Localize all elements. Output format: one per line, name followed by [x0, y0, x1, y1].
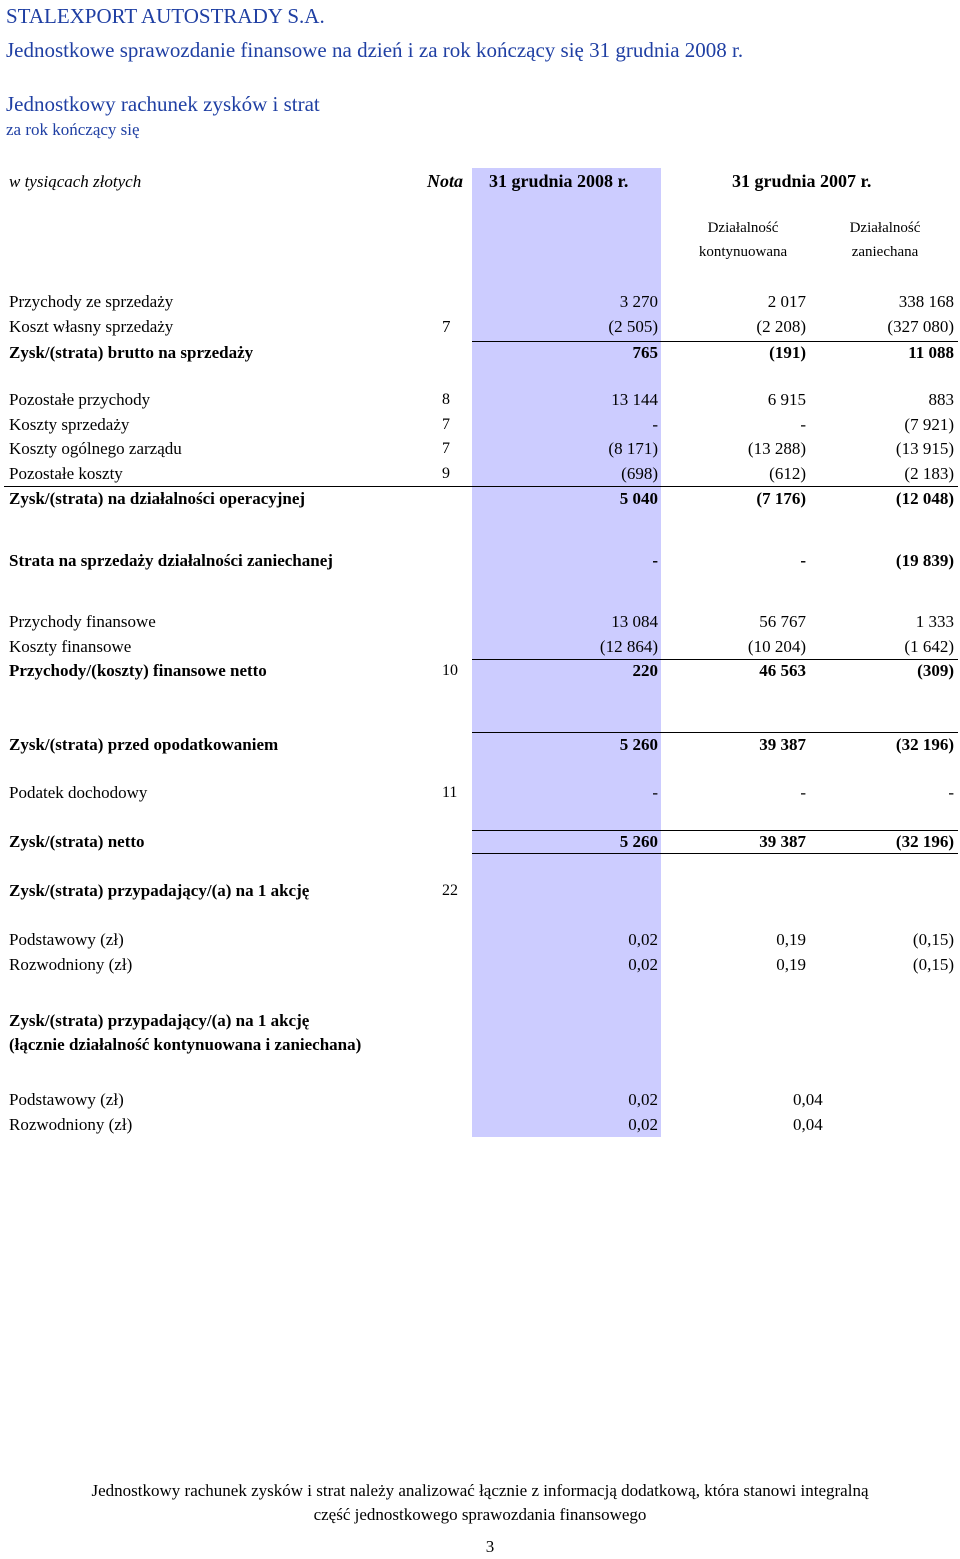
row-label: Przychody/(koszty) finansowe netto [9, 661, 267, 680]
subtotal-rule [472, 830, 958, 831]
value-2008: (12 864) [599, 637, 658, 656]
document-title: Jednostkowe sprawozdanie finansowe na dzień i za rok kończący się 31 grudnia 2008 r. [6, 38, 744, 62]
value-2007-discontinued: (327 080) [887, 317, 954, 336]
value-2007-discontinued: 338 168 [898, 292, 954, 311]
row-label: Przychody finansowe [9, 612, 156, 631]
row-note: 10 [442, 662, 458, 679]
row-label: Zysk/(strata) przypadający/(a) na 1 akcję [9, 1011, 310, 1030]
value-2008: - [652, 783, 658, 802]
value-2007-discontinued: (32 196) [895, 832, 954, 851]
value-2008: 13 144 [611, 390, 658, 409]
total-rule [472, 853, 958, 854]
value-2008: (2 505) [608, 317, 658, 336]
value-2008: 13 084 [611, 612, 658, 631]
column-header-2008: 31 grudnia 2008 r. [489, 171, 629, 191]
footer-note-line-2: część jednostkowego sprawozdania finansowego [313, 1505, 647, 1524]
row-label: Podstawowy (zł) [9, 930, 124, 949]
value-2007-discontinued: (13 915) [895, 439, 954, 458]
row-note: 11 [442, 784, 458, 801]
value-2007-continued: 2 017 [767, 292, 806, 311]
value-2007-continued: (13 288) [747, 439, 806, 458]
value-2007-discontinued: (1 642) [904, 637, 954, 656]
value-2007-continued: 0,19 [776, 955, 806, 974]
value-2007-discontinued: (12 048) [895, 489, 954, 508]
subheader-continued: Działalność kontynuowana [698, 220, 788, 260]
value-2008: 0,02 [628, 1090, 658, 1109]
row-label: (łącznie działalność kontynuowana i zaniechana) [9, 1035, 362, 1054]
row-label: Zysk/(strata) na działalności operacyjnej [9, 489, 306, 508]
row-note: 8 [442, 391, 450, 408]
value-2007-total: 0,04 [793, 1090, 823, 1109]
value-2007-continued: 56 767 [759, 612, 806, 631]
value-2007-total: 0,04 [793, 1115, 823, 1134]
row-label: Podatek dochodowy [9, 783, 148, 802]
column-header-2007: 31 grudnia 2007 r. [732, 171, 872, 191]
row-label: Rozwodniony (zł) [9, 955, 133, 974]
value-2007-continued: - [800, 551, 806, 570]
value-2008: 5 260 [619, 832, 658, 851]
row-label: Koszty sprzedaży [9, 415, 130, 434]
value-2007-discontinued: (7 921) [904, 415, 954, 434]
value-2008: 765 [632, 343, 658, 362]
company-name: STALEXPORT AUTOSTRADY S.A. [6, 4, 325, 28]
value-2007-continued: 39 387 [759, 735, 806, 754]
nota-header: Nota [427, 171, 463, 191]
value-2007-continued: 46 563 [759, 661, 806, 680]
value-2008: (698) [621, 464, 658, 483]
subtotal-rule [472, 341, 958, 342]
value-2007-discontinued: (0,15) [912, 930, 954, 949]
value-2007-continued: (7 176) [756, 489, 806, 508]
value-2007-continued: (191) [769, 343, 806, 362]
value-2008: 0,02 [628, 955, 658, 974]
value-2007-discontinued: (0,15) [912, 955, 954, 974]
row-note: 7 [442, 440, 450, 457]
value-2008: 0,02 [628, 1115, 658, 1134]
row-note: 7 [442, 416, 450, 433]
row-label: Koszty finansowe [9, 637, 132, 656]
row-label: Strata na sprzedaży działalności zaniechanej [9, 551, 333, 570]
value-2007-continued: (612) [769, 464, 806, 483]
row-note: 9 [442, 465, 450, 482]
value-2007-discontinued: - [948, 783, 954, 802]
page-number: 3 [485, 1537, 495, 1556]
value-2008: - [652, 415, 658, 434]
subtotal-rule [472, 732, 958, 733]
row-label: Zysk/(strata) netto [9, 832, 145, 851]
value-2007-discontinued: 1 333 [915, 612, 954, 631]
value-2007-continued: (10 204) [747, 637, 806, 656]
value-2007-discontinued: (19 839) [895, 551, 954, 570]
value-2008: (8 171) [608, 439, 658, 458]
subtotal-rule [472, 659, 958, 660]
value-2007-continued: 6 915 [767, 390, 806, 409]
row-note: 22 [442, 882, 458, 899]
row-label: Koszt własny sprzedaży [9, 317, 174, 336]
row-note: 7 [442, 317, 451, 336]
value-2007-discontinued: 883 [928, 390, 954, 409]
row-label: Zysk/(strata) brutto na sprzedaży [9, 343, 254, 362]
row-label: Zysk/(strata) przed opodatkowaniem [9, 735, 279, 754]
value-2007-discontinued: (32 196) [895, 735, 954, 754]
footer-note-line-1: Jednostkowy rachunek zysków i strat należy analizować łącznie z informacją dodatkową, która stanowi integralną [91, 1481, 869, 1500]
row-label: Pozostałe koszty [9, 464, 123, 483]
row-label: Podstawowy (zł) [9, 1090, 124, 1109]
row-label: Rozwodniony (zł) [9, 1115, 133, 1134]
row-label: Zysk/(strata) przypadający/(a) na 1 akcję [9, 881, 310, 900]
value-2008: 3 270 [619, 292, 658, 311]
value-2008: 5 040 [619, 489, 658, 508]
value-2007-continued: - [800, 415, 806, 434]
row-label: Przychody ze sprzedaży [9, 292, 174, 311]
value-2008: 220 [632, 661, 658, 680]
row-label: Pozostałe przychody [9, 390, 151, 409]
value-2007-discontinued: (309) [917, 661, 954, 680]
period-label: za rok kończący się [6, 120, 140, 139]
row-label: Koszty ogólnego zarządu [9, 439, 182, 458]
value-2007-continued: - [800, 783, 806, 802]
value-2007-discontinued: 11 088 [908, 343, 954, 362]
value-2007-continued: 0,19 [776, 930, 806, 949]
statement-title: Jednostkowy rachunek zysków i strat [6, 92, 320, 116]
currency-note: w tysiącach złotych [9, 172, 142, 191]
value-2007-continued: 39 387 [759, 832, 806, 851]
subtotal-rule [4, 486, 958, 487]
value-2007-continued: (2 208) [756, 317, 806, 336]
value-2008: 5 260 [619, 735, 658, 754]
value-2008: - [652, 551, 658, 570]
subheader-discontinued: Działalność zaniechana [849, 220, 921, 260]
value-2007-discontinued: (2 183) [904, 464, 954, 483]
value-2008: 0,02 [628, 930, 658, 949]
